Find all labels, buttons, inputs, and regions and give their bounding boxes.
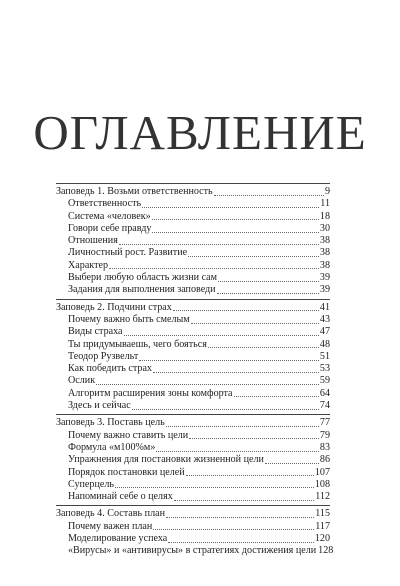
- toc-entry[interactable]: [56, 442, 330, 454]
- toc-entry-label: Ты придумываешь, чего бояться: [68, 338, 207, 350]
- toc-entry[interactable]: [56, 284, 330, 296]
- toc-entry[interactable]: [56, 545, 334, 557]
- toc-entry-label: Говори себе правду: [68, 222, 152, 234]
- dot-leader: [186, 475, 314, 476]
- toc-section-heading[interactable]: [56, 417, 330, 429]
- toc-entry[interactable]: [56, 533, 330, 545]
- toc-entry-label: Здесь и сейчас: [68, 400, 131, 412]
- toc-entry-label: Ответственность: [68, 198, 142, 210]
- toc-entry[interactable]: [56, 211, 330, 223]
- dot-leader: [217, 293, 319, 294]
- toc-entry-label: «Вирусы» и «антивирусы» в стратегиях достижения цели: [68, 545, 317, 557]
- dot-leader: [153, 529, 314, 530]
- toc-entry-label: Личностный рост. Развитие: [68, 247, 188, 259]
- dot-leader: [124, 335, 319, 336]
- toc-section-heading[interactable]: [56, 186, 330, 198]
- toc-entry-label: Упражнения для постановки жизненной цели: [68, 454, 264, 466]
- page-number: 11: [320, 198, 330, 210]
- toc-entry-label: Алгоритм расширения зоны комфорта: [68, 387, 233, 399]
- page-number: 79: [319, 429, 330, 441]
- toc-entry[interactable]: [56, 272, 330, 284]
- page-number: 38: [319, 259, 330, 271]
- toc-entry-label: Характер: [68, 259, 109, 271]
- page-number: 53: [319, 363, 330, 375]
- dot-leader: [189, 438, 319, 439]
- dot-leader: [156, 451, 319, 452]
- page-number: 39: [319, 272, 330, 284]
- toc-entry[interactable]: [56, 375, 330, 387]
- toc-heading-label: Заповедь 3. Поставь цель: [56, 417, 165, 429]
- toc-entry[interactable]: [56, 235, 330, 247]
- page-number: 107: [314, 466, 330, 478]
- page-number: 128: [318, 545, 334, 557]
- page-number: 39: [319, 284, 330, 296]
- toc-entry-label: Ослик: [68, 375, 96, 387]
- toc-entry[interactable]: [56, 326, 330, 338]
- dot-leader: [173, 310, 319, 311]
- toc-entry-label: Напоминай себе о целях: [68, 491, 173, 503]
- toc-entry[interactable]: [56, 467, 330, 479]
- page-number: 112: [315, 491, 330, 503]
- dot-leader: [109, 268, 319, 269]
- toc-entry-label: Порядок постановки целей: [68, 466, 185, 478]
- toc-entry[interactable]: [56, 491, 330, 503]
- dot-leader: [96, 384, 319, 385]
- toc-entry-label: Суперцель: [68, 478, 114, 490]
- table-of-contents: [56, 183, 334, 560]
- toc-entry-label: Формула «м100%м»: [68, 441, 156, 453]
- toc-entry-label: Отношения: [68, 235, 118, 247]
- toc-entry[interactable]: [56, 388, 330, 400]
- toc-section-heading[interactable]: [56, 302, 330, 314]
- toc-entry[interactable]: [56, 430, 330, 442]
- dot-leader: [152, 232, 318, 233]
- page-number: 48: [319, 338, 330, 350]
- dot-leader: [142, 207, 319, 208]
- toc-entry[interactable]: [56, 479, 330, 491]
- dot-leader: [152, 219, 319, 220]
- page-number: 115: [315, 508, 330, 520]
- toc-entry[interactable]: [56, 198, 330, 210]
- page-number: 117: [315, 520, 330, 532]
- toc-entry[interactable]: [56, 363, 330, 375]
- page-number: 86: [319, 454, 330, 466]
- page-number: 18: [319, 210, 330, 222]
- dot-leader: [132, 409, 319, 410]
- toc-entry-label: Почему важно быть смелым: [68, 313, 190, 325]
- page-number: 9: [324, 186, 330, 197]
- dot-leader: [166, 517, 314, 518]
- toc-entry-label: Как победить страх: [68, 363, 152, 375]
- toc-entry[interactable]: [56, 339, 330, 351]
- toc-entry-label: Теодор Рузвельт: [68, 350, 139, 362]
- toc-section: [56, 505, 334, 557]
- toc-entry[interactable]: [56, 521, 330, 533]
- page-number: 83: [319, 441, 330, 453]
- dot-leader: [119, 244, 319, 245]
- toc-heading-label: Заповедь 2. Подчини страх: [56, 301, 172, 313]
- toc-entry[interactable]: [56, 400, 330, 412]
- page-title: ОГЛАВЛЕНИЕ: [33, 105, 367, 160]
- page-number: 47: [319, 326, 330, 338]
- toc-entry[interactable]: [56, 314, 330, 326]
- page-number: 64: [319, 387, 330, 399]
- toc-heading-label: Заповедь 1. Возьми ответственность: [56, 186, 213, 197]
- page-number: 108: [314, 478, 330, 490]
- toc-entry-label: Виды страха: [68, 326, 123, 338]
- page-number: 51: [319, 350, 330, 362]
- page-number: 59: [319, 375, 330, 387]
- toc-section: [56, 299, 330, 413]
- page-number: 77: [319, 417, 330, 429]
- toc-entry-label: Почему важен план: [68, 520, 153, 532]
- page-number: 38: [319, 247, 330, 259]
- dot-leader: [265, 463, 319, 464]
- toc-entry[interactable]: [56, 351, 330, 363]
- toc-entry[interactable]: [56, 260, 330, 272]
- page-number: 43: [319, 313, 330, 325]
- dot-leader: [218, 281, 319, 282]
- page-number: 30: [319, 222, 330, 234]
- dot-leader: [214, 195, 324, 196]
- dot-leader: [191, 323, 319, 324]
- dot-leader: [168, 542, 314, 543]
- toc-entry-label: Почему важно ставить цели: [68, 429, 189, 441]
- toc-entry-label: Выбери любую область жизни сам: [68, 272, 218, 284]
- dot-leader: [139, 360, 319, 361]
- toc-section-heading[interactable]: [56, 508, 330, 520]
- page-number: 38: [319, 235, 330, 247]
- toc-entry[interactable]: [56, 454, 330, 466]
- toc-section: [56, 183, 330, 297]
- toc-entry-label: Моделирование успеха: [68, 533, 168, 545]
- dot-leader: [115, 487, 314, 488]
- toc-heading-label: Заповедь 4. Составь план: [56, 508, 166, 520]
- page-number: 74: [319, 400, 330, 412]
- toc-entry[interactable]: [56, 223, 330, 235]
- dot-leader: [208, 347, 319, 348]
- dot-leader: [166, 426, 319, 427]
- toc-section: [56, 414, 330, 503]
- page-number: 41: [319, 301, 330, 313]
- dot-leader: [234, 396, 319, 397]
- page-number: 120: [314, 533, 330, 545]
- toc-entry-label: Задания для выполнения заповеди: [68, 284, 216, 296]
- dot-leader: [153, 372, 319, 373]
- dot-leader: [174, 500, 314, 501]
- toc-entry[interactable]: [56, 247, 330, 259]
- dot-leader: [188, 256, 319, 257]
- toc-entry-label: Система «человек»: [68, 210, 151, 222]
